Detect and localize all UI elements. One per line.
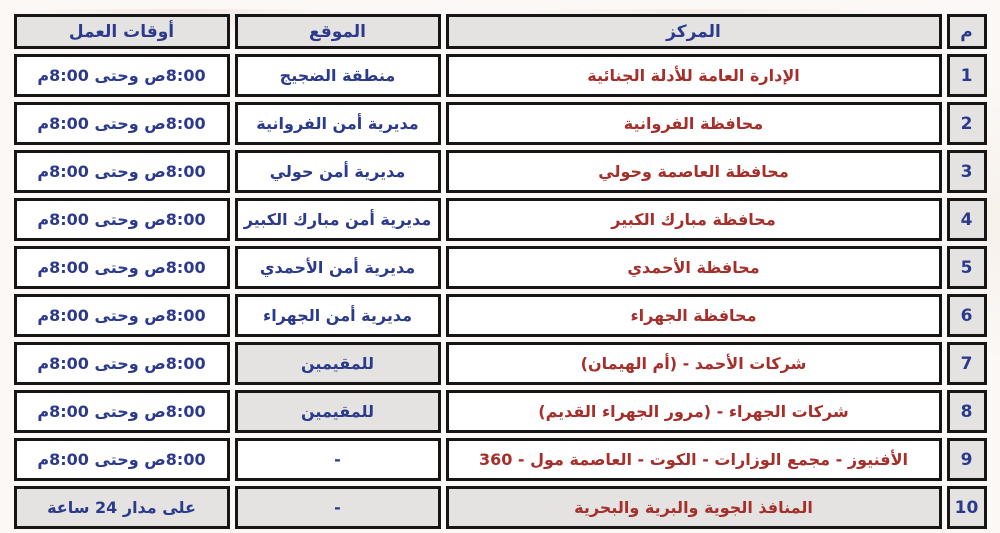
table-row xyxy=(14,486,987,529)
table-row xyxy=(14,198,987,241)
working-hours: 8:00ص وحتى 8:00م xyxy=(14,54,230,97)
location: مديرية أمن الفروانية xyxy=(235,102,441,145)
center-name: الإدارة العامة للأدلة الجنائية xyxy=(446,54,942,97)
row-number: 2 xyxy=(947,102,987,145)
center-name: شركات الجهراء - (مرور الجهراء القديم) xyxy=(446,390,942,433)
row-number: 8 xyxy=(947,390,987,433)
location: - xyxy=(235,486,441,529)
centers-table xyxy=(9,9,992,533)
row-number: 6 xyxy=(947,294,987,337)
working-hours: 8:00ص وحتى 8:00م xyxy=(14,246,230,289)
center-name: محافظة الأحمدي xyxy=(446,246,942,289)
working-hours: 8:00ص وحتى 8:00م xyxy=(14,390,230,433)
table-row xyxy=(14,150,987,193)
table-row xyxy=(14,438,987,481)
location: مديرية أمن الأحمدي xyxy=(235,246,441,289)
location: مديرية أمن حولي xyxy=(235,150,441,193)
center-name: شركات الأحمد - (أم الهيمان) xyxy=(446,342,942,385)
row-number: 10 xyxy=(947,486,987,529)
center-name: محافظة الفروانية xyxy=(446,102,942,145)
header-hours: أوقات العمل xyxy=(14,14,230,49)
row-number: 1 xyxy=(947,54,987,97)
row-number: 5 xyxy=(947,246,987,289)
row-number: 4 xyxy=(947,198,987,241)
row-number: 7 xyxy=(947,342,987,385)
location: للمقيمين xyxy=(235,390,441,433)
location: - xyxy=(235,438,441,481)
center-name: محافظة مبارك الكبير xyxy=(446,198,942,241)
working-hours: 8:00ص وحتى 8:00م xyxy=(14,198,230,241)
working-hours: 8:00ص وحتى 8:00م xyxy=(14,150,230,193)
working-hours: 8:00ص وحتى 8:00م xyxy=(14,342,230,385)
table-row xyxy=(14,294,987,337)
table-row xyxy=(14,54,987,97)
working-hours: 8:00ص وحتى 8:00م xyxy=(14,438,230,481)
working-hours: 8:00ص وحتى 8:00م xyxy=(14,102,230,145)
row-number: 9 xyxy=(947,438,987,481)
table-row xyxy=(14,102,987,145)
working-hours: 8:00ص وحتى 8:00م xyxy=(14,294,230,337)
page-background xyxy=(0,9,1000,533)
location: للمقيمين xyxy=(235,342,441,385)
center-name: الأفنيوز - مجمع الوزارات - الكوت - العاصمة مول - 360 xyxy=(446,438,942,481)
table-row xyxy=(14,390,987,433)
center-name: محافظة الجهراء xyxy=(446,294,942,337)
row-number: 3 xyxy=(947,150,987,193)
header-num: م xyxy=(947,14,987,49)
location: منطقة الضجيج xyxy=(235,54,441,97)
header-center: المركز xyxy=(446,14,942,49)
working-hours: على مدار 24 ساعة xyxy=(14,486,230,529)
center-name: المنافذ الجوية والبرية والبحرية xyxy=(446,486,942,529)
center-name: محافظة العاصمة وحولي xyxy=(446,150,942,193)
location: مديرية أمن الجهراء xyxy=(235,294,441,337)
header-row xyxy=(14,14,987,49)
header-location: الموقع xyxy=(235,14,441,49)
table-row xyxy=(14,246,987,289)
location: مديرية أمن مبارك الكبير xyxy=(235,198,441,241)
table-row xyxy=(14,342,987,385)
